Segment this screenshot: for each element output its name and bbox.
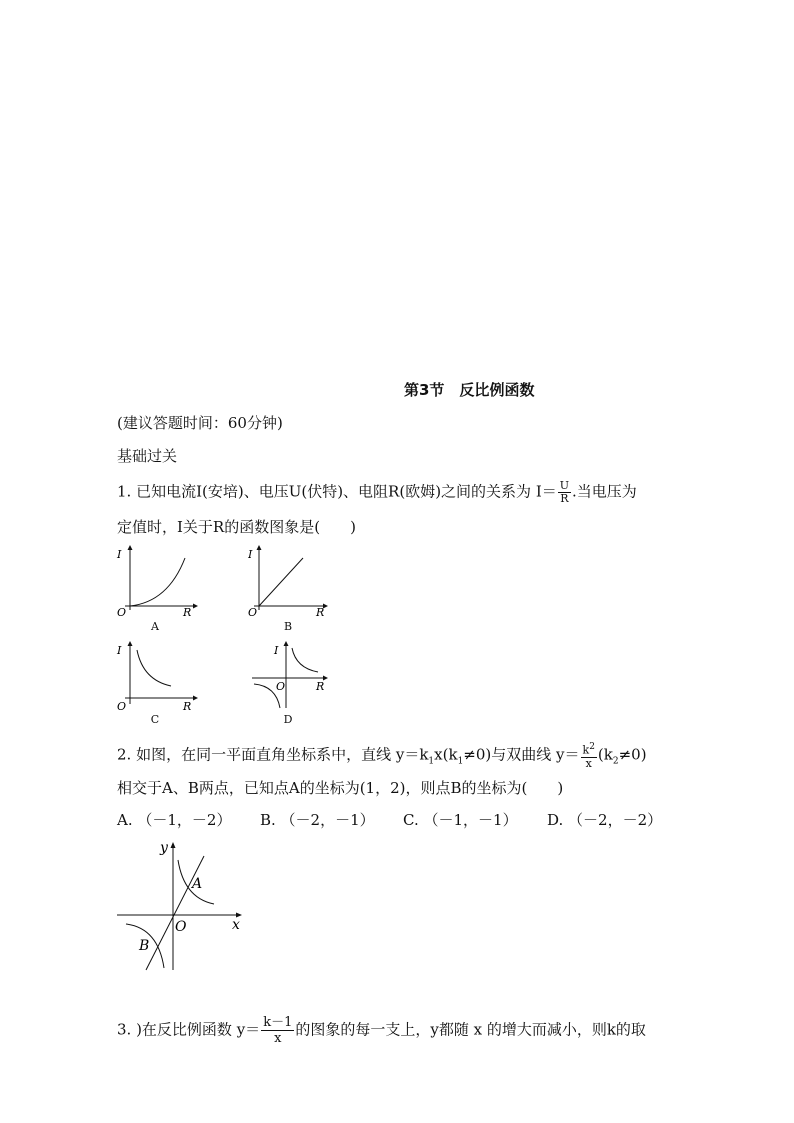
q1-c-origin: O — [117, 700, 127, 712]
section-title: 第3节 反比例函数 — [404, 381, 535, 399]
q1-fraction — [558, 480, 571, 505]
q1-frac-den: R — [560, 492, 569, 505]
q2-point-b: B — [139, 938, 150, 954]
q2-k1-sub: 1 — [428, 756, 435, 767]
q1-graph-d — [248, 640, 338, 712]
q2-option-b: B. （－2，－1） — [260, 811, 375, 829]
q1-a-curve — [130, 558, 185, 606]
q2-axis-x: x — [232, 917, 240, 933]
q2-fraction — [581, 741, 597, 770]
q3-frac-den: x — [274, 1031, 282, 1046]
q2-figure — [112, 836, 252, 976]
category-heading: 基础过关 — [117, 447, 178, 465]
q2-option-d: D. （－2，－2） — [547, 811, 663, 829]
q1-caption-a: A — [151, 620, 159, 633]
q2-line — [146, 856, 204, 970]
q2-frac-den: x — [585, 756, 592, 770]
q2-frac-num — [581, 741, 597, 758]
q1-d-origin: O — [276, 680, 286, 693]
q1-b-axis-x: R — [316, 606, 325, 616]
q1-c-axis-x: R — [183, 700, 192, 712]
q1-d-axis-y: I — [274, 644, 279, 657]
q2-axis-y: y — [160, 840, 168, 856]
q1-caption-b: B — [283, 620, 293, 633]
q1-caption-d: D — [283, 713, 293, 726]
q1-text-post: .当电压为 — [572, 482, 637, 501]
q2-text-mid2: ≠0)与双曲线 y＝ — [463, 745, 580, 764]
q1-line1 — [117, 480, 637, 505]
q1-a-axis-x: R — [183, 606, 192, 616]
q2-option-a: A. （－1，－2） — [117, 811, 232, 829]
time-note: (建议答题时间：60分钟) — [117, 414, 283, 432]
q1-line2: 定值时，I关于R的函数图象是( ) — [117, 518, 356, 536]
q1-a-origin: O — [117, 606, 127, 616]
q2-line2: 相交于A、B两点，已知点A的坐标为(1，2)，则点B的坐标为( ) — [117, 779, 564, 797]
q1-frac-num: U — [559, 479, 570, 492]
q1-b-axis-y: I — [248, 548, 253, 561]
q3-text-post: 的图象的每一支上，y都随 x 的增大而减小，则k的取 — [295, 1020, 646, 1039]
q1-text-pre: 1. 已知电流I(安培)、电压U(伏特)、电阻R(欧姆)之间的关系为 I＝ — [117, 482, 557, 501]
q2-point-a: A — [192, 876, 203, 892]
q1-graph-b — [248, 544, 338, 616]
q2-k2-sub: 2 — [612, 756, 619, 767]
q2-option-c: C. （－1，－1） — [403, 811, 518, 829]
q2-line1 — [117, 741, 647, 771]
q2-origin: O — [175, 919, 187, 935]
q1-d-axis-x: R — [316, 680, 325, 693]
q3-line1 — [117, 1015, 646, 1046]
q2-text-post2: ≠0) — [618, 745, 647, 764]
q2-text-pre: 2. 如图，在同一平面直角坐标系中，直线 y＝k — [117, 745, 429, 764]
q3-text-pre: 3. )在反比例函数 y＝ — [117, 1020, 261, 1039]
q1-d-curve-q1 — [292, 648, 318, 672]
q3-frac-num: k－1 — [263, 1015, 293, 1030]
q2-frac-num-k: k — [582, 743, 590, 757]
q1-a-axis-y: I — [117, 548, 122, 561]
q1-b-origin: O — [248, 606, 258, 616]
q2-text-post: (k — [597, 745, 613, 764]
q1-c-curve — [137, 650, 171, 686]
q1-graph-a — [113, 544, 203, 616]
q1-caption-c: C — [150, 713, 160, 726]
q2-k1-sub-2: 1 — [457, 756, 464, 767]
q2-text-mid: x(k — [434, 745, 458, 764]
q3-fraction — [261, 1015, 294, 1046]
q1-b-line — [259, 558, 303, 606]
q2-frac-num-sup: 2 — [589, 742, 595, 752]
q1-c-axis-y: I — [117, 644, 122, 657]
q1-graph-c — [113, 640, 203, 712]
